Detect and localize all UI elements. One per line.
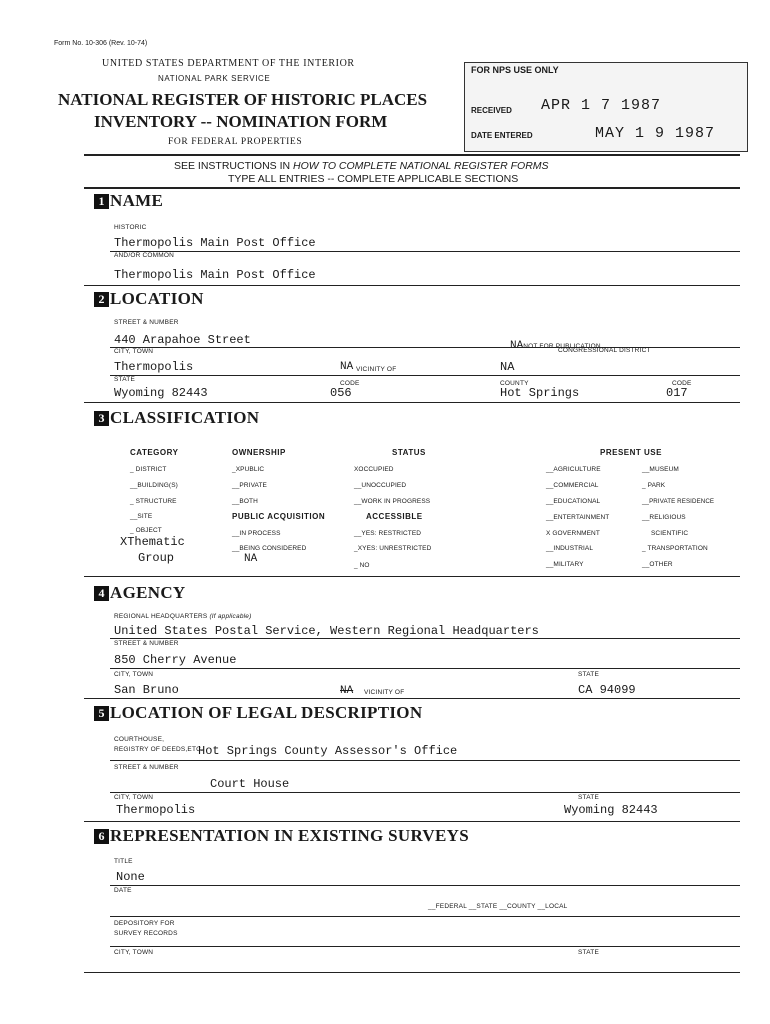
section-6-title: REPRESENTATION IN EXISTING SURVEYS	[110, 826, 469, 845]
agency-city-field[interactable]: San Bruno	[114, 683, 179, 697]
form-subtitle: FOR FEDERAL PROPERTIES	[168, 137, 303, 147]
present-use-option[interactable]: __EDUCATIONAL	[546, 498, 601, 505]
code-field[interactable]: 056	[330, 386, 352, 400]
city-label: CITY, TOWN	[114, 348, 154, 355]
category-thematic-value: XThematic	[120, 535, 185, 549]
vicinity-value: NA	[340, 361, 354, 373]
county-code-label: CODE	[672, 380, 692, 387]
status-option[interactable]: XOCCUPIED	[354, 466, 394, 473]
survey-date-underline	[110, 916, 740, 917]
legal-street-underline	[110, 792, 740, 793]
category-option[interactable]: __BUILDING(S)	[130, 482, 178, 489]
service-name: NATIONAL PARK SERVICE	[158, 74, 271, 83]
legal-city-field[interactable]: Thermopolis	[116, 803, 196, 817]
courthouse-underline	[110, 760, 740, 761]
category-option[interactable]: _ STRUCTURE	[130, 498, 177, 505]
present-use-option[interactable]: __OTHER	[642, 561, 673, 568]
section-2-title: LOCATION	[110, 289, 204, 308]
entered-date-stamp: MAY 1 9 1987	[595, 125, 716, 142]
ownership-heading: OWNERSHIP	[232, 448, 286, 457]
status-option[interactable]: __WORK IN PROGRESS	[354, 498, 431, 505]
public-acquisition-value: NA	[244, 553, 258, 565]
received-label: RECEIVED	[471, 106, 512, 115]
hq-label-text: REGIONAL HEADQUARTERS	[114, 613, 208, 620]
survey-title-underline	[110, 885, 740, 886]
courthouse-label-2: REGISTRY OF DEEDS,ETC.	[114, 746, 204, 753]
public-acquisition-option[interactable]: __IN PROCESS	[232, 530, 281, 537]
agency-street-field[interactable]: 850 Cherry Avenue	[114, 653, 237, 667]
historic-underline	[110, 251, 740, 252]
depository-label-2: SURVEY RECORDS	[114, 930, 178, 937]
common-name-label: AND/OR COMMON	[114, 252, 175, 259]
county-label: COUNTY	[500, 380, 529, 387]
public-acquisition-option[interactable]: __BEING CONSIDERED	[232, 545, 307, 552]
present-use-option[interactable]: __AGRICULTURE	[546, 466, 601, 473]
date-entered-label: DATE ENTERED	[471, 131, 533, 140]
agency-city-label: CITY, TOWN	[114, 671, 154, 678]
hq-label-note: (If applicable)	[209, 613, 252, 620]
ownership-option[interactable]: __BOTH	[232, 498, 258, 505]
instructions-rule	[84, 187, 740, 189]
agency-city-underline	[84, 698, 740, 699]
status-option[interactable]: __UNOCCUPIED	[354, 482, 407, 489]
received-date-stamp: APR 1 7 1987	[541, 97, 662, 114]
courthouse-label-1: COURTHOUSE,	[114, 736, 165, 743]
accessible-heading: ACCESSIBLE	[366, 512, 423, 521]
section-1-number: 1	[94, 194, 109, 209]
category-heading: CATEGORY	[130, 448, 179, 457]
form-title-line2: INVENTORY -- NOMINATION FORM	[94, 112, 388, 131]
survey-city-underline	[84, 972, 740, 973]
section-1-title: NAME	[110, 191, 164, 210]
present-use-heading: PRESENT USE	[600, 448, 662, 457]
accessible-option[interactable]: __YES: RESTRICTED	[354, 530, 422, 537]
district-field[interactable]: NA	[500, 360, 515, 374]
survey-title-label: TITLE	[114, 858, 133, 865]
hq-underline	[110, 638, 740, 639]
section-2-number: 2	[94, 292, 109, 307]
section-6-number: 6	[94, 829, 109, 844]
form-number: Form No. 10-306 (Rev. 10-74)	[54, 40, 148, 47]
section-5-number: 5	[94, 706, 109, 721]
instructions-line2: TYPE ALL ENTRIES -- COMPLETE APPLICABLE SECTIONS	[228, 173, 519, 185]
instructions-text: SEE INSTRUCTIONS IN	[174, 160, 291, 172]
county-field[interactable]: Hot Springs	[500, 386, 580, 400]
present-use-option[interactable]: __INDUSTRIAL	[546, 545, 594, 552]
survey-city-label: CITY, TOWN	[114, 949, 154, 956]
agency-street-underline	[110, 668, 740, 669]
form-title-line1: NATIONAL REGISTER OF HISTORIC PLACES	[58, 90, 428, 109]
nfp-label: NOT FOR PUBLICATION	[523, 343, 601, 350]
agency-street-label: STREET & NUMBER	[114, 640, 179, 647]
agency-state-field[interactable]: CA 94099	[578, 683, 636, 697]
depository-label-1: DEPOSITORY FOR	[114, 920, 175, 927]
legal-street-field[interactable]: Court House	[210, 777, 290, 791]
section-3-number: 3	[94, 411, 109, 426]
present-use-option[interactable]: _ PARK	[642, 482, 666, 489]
header-rule	[84, 154, 740, 156]
code-label: CODE	[340, 380, 360, 387]
present-use-option[interactable]: __MILITARY	[546, 561, 584, 568]
present-use-option[interactable]: X GOVERNMENT	[546, 530, 600, 537]
agency-vicinity-value: NA	[340, 685, 354, 697]
accessible-option[interactable]: _ NO	[354, 562, 370, 569]
depository-underline	[110, 946, 740, 947]
section-5-title: LOCATION OF LEGAL DESCRIPTION	[110, 703, 423, 722]
ownership-option[interactable]: _XPUBLIC	[232, 466, 265, 473]
category-option[interactable]: _ DISTRICT	[130, 466, 167, 473]
state-underline	[84, 402, 740, 403]
legal-state-field[interactable]: Wyoming 82443	[564, 803, 658, 817]
courthouse-field[interactable]: Hot Springs County Assessor's Office	[198, 744, 458, 758]
survey-title-field[interactable]: None	[116, 870, 145, 884]
present-use-option[interactable]: _ TRANSPORTATION	[642, 545, 708, 552]
street-label: STREET & NUMBER	[114, 319, 179, 326]
category-option[interactable]: _ OBJECT	[130, 527, 162, 534]
present-use-option[interactable]: __RELIGIOUS	[642, 514, 686, 521]
state-field[interactable]: Wyoming 82443	[114, 386, 208, 400]
section-4-number: 4	[94, 586, 109, 601]
street-field[interactable]: 440 Arapahoe Street	[114, 333, 251, 347]
city-field[interactable]: Thermopolis	[114, 360, 194, 374]
ownership-option[interactable]: __PRIVATE	[232, 482, 267, 489]
public-acquisition-heading: PUBLIC ACQUISITION	[232, 512, 326, 521]
survey-state-label: STATE	[578, 949, 599, 956]
vicinity-label: VICINITY OF	[356, 366, 397, 373]
agency-state-label: STATE	[578, 671, 599, 678]
present-use-option[interactable]: __PRIVATE RESIDENCE	[642, 498, 715, 505]
section-3-title: CLASSIFICATION	[110, 408, 260, 427]
section-3-bottom-rule	[84, 576, 740, 577]
county-code-field[interactable]: 017	[666, 386, 688, 400]
agency-vicinity-label: VICINITY OF	[364, 689, 405, 696]
common-name-field[interactable]: Thermopolis Main Post Office	[114, 268, 316, 282]
survey-level-options[interactable]: __FEDERAL __STATE __COUNTY __LOCAL	[428, 903, 568, 910]
present-use-option[interactable]: __MUSEUM	[642, 466, 679, 473]
nps-use-box	[464, 62, 748, 152]
category-option[interactable]: __SITE	[130, 513, 153, 520]
historic-label: HISTORIC	[114, 224, 147, 231]
instructions-italic: HOW TO COMPLETE NATIONAL REGISTER FORMS	[293, 160, 549, 172]
present-use-option[interactable]: __COMMERCIAL	[546, 482, 599, 489]
nps-use-title: FOR NPS USE ONLY	[471, 65, 559, 75]
accessible-option[interactable]: _XYES: UNRESTRICTED	[354, 545, 432, 552]
legal-city-underline	[84, 821, 740, 822]
survey-date-label: DATE	[114, 887, 132, 894]
department-name: UNITED STATES DEPARTMENT OF THE INTERIOR	[102, 58, 355, 69]
hq-field[interactable]: United States Postal Service, Western Regional Headquarters	[114, 624, 539, 638]
instructions-line1	[174, 160, 549, 172]
present-use-option[interactable]: SCIENTIFIC	[651, 530, 689, 537]
state-label: STATE	[114, 376, 135, 383]
status-heading: STATUS	[392, 448, 426, 457]
hq-label	[114, 613, 251, 620]
city-underline	[110, 375, 740, 376]
district-label: CONGRESSIONAL DISTRICT	[558, 347, 651, 354]
present-use-option[interactable]: __ENTERTAINMENT	[546, 514, 610, 521]
category-group-value: Group	[138, 551, 175, 565]
common-underline	[84, 285, 740, 286]
nfp-value: NA	[510, 340, 524, 352]
legal-state-label: STATE	[578, 794, 599, 801]
section-4-title: AGENCY	[110, 583, 186, 602]
legal-street-label: STREET & NUMBER	[114, 764, 179, 771]
legal-city-label: CITY, TOWN	[114, 794, 154, 801]
historic-name-field[interactable]: Thermopolis Main Post Office	[114, 236, 316, 250]
